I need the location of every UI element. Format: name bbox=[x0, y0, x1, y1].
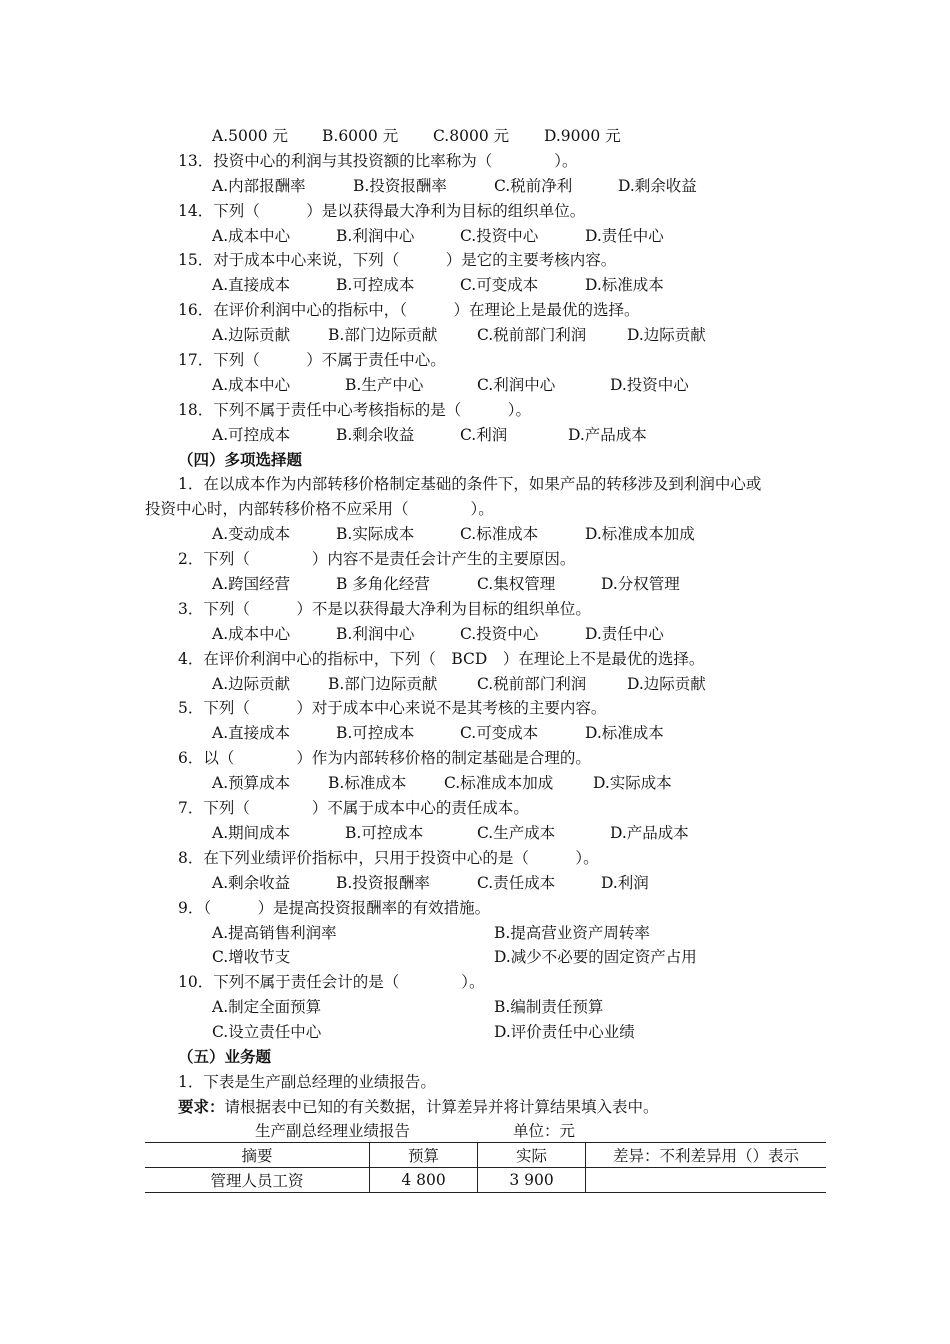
options-row bbox=[0, 995, 950, 1020]
options-row bbox=[0, 323, 950, 348]
table-header: 实际 bbox=[478, 1142, 586, 1167]
options-row bbox=[0, 771, 950, 796]
option: C.税前净利 bbox=[494, 176, 573, 195]
option: A.预算成本 bbox=[212, 774, 291, 793]
option: D.评价责任中心业绩 bbox=[494, 1023, 635, 1042]
option: B 多角化经营 bbox=[336, 575, 430, 594]
option: C.税前部门利润 bbox=[477, 674, 587, 693]
options-row bbox=[0, 945, 950, 970]
option: C.利润 bbox=[460, 425, 508, 444]
option: D.9000 元 bbox=[544, 127, 621, 145]
option: D.投资中心 bbox=[610, 375, 689, 394]
table-caption: 生产副总经理业绩报告 bbox=[255, 1121, 411, 1140]
question-stem: 10．下列不属于责任会计的是（ ）。 bbox=[178, 973, 485, 992]
options-row bbox=[0, 124, 950, 149]
table-caption-row bbox=[0, 1120, 950, 1142]
option: A.内部报酬率 bbox=[212, 176, 306, 195]
table-unit: 单位：元 bbox=[513, 1121, 576, 1140]
table-cell: 管理人员工资 bbox=[145, 1167, 370, 1192]
option: C.投资中心 bbox=[460, 624, 539, 643]
option: C.标准成本加成 bbox=[444, 774, 554, 793]
option: D.产品成本 bbox=[610, 823, 689, 842]
option: B.投资报酬率 bbox=[336, 873, 430, 892]
option: D.责任中心 bbox=[585, 226, 664, 245]
option: B.6000 元 bbox=[322, 127, 399, 145]
option: A.跨国经营 bbox=[212, 575, 291, 594]
option: D.边际贡献 bbox=[627, 674, 706, 693]
option: A.边际贡献 bbox=[212, 674, 291, 693]
requirement-label: 要求： bbox=[178, 1096, 225, 1116]
table-header: 差异：不利差异用（）表示 bbox=[586, 1142, 827, 1167]
option: B.实际成本 bbox=[336, 525, 415, 544]
table-header: 摘要 bbox=[145, 1142, 370, 1167]
question-stem: 15．对于成本中心来说，下列（ ）是它的主要考核内容。 bbox=[178, 251, 617, 270]
option: C.责任成本 bbox=[477, 873, 556, 892]
question-stem: 4．在评价利润中心的指标中，下列（ BCD ）在理论上不是最优的选择。 bbox=[178, 649, 705, 668]
option: B.利润中心 bbox=[336, 226, 415, 245]
question-stem-continued: 投资中心时，内部转移价格不应采用（ ）。 bbox=[145, 500, 494, 519]
options-row bbox=[0, 721, 950, 746]
option: A.直接成本 bbox=[212, 276, 291, 295]
option: A.直接成本 bbox=[212, 724, 291, 743]
question-stem: 9．（ ）是提高投资报酬率的有效措施。 bbox=[178, 898, 491, 917]
option: B.部门边际贡献 bbox=[328, 674, 438, 693]
option: A.边际贡献 bbox=[212, 326, 291, 345]
option: B.剩余收益 bbox=[336, 425, 415, 444]
table-row bbox=[145, 1167, 826, 1192]
option: A.剩余收益 bbox=[212, 873, 291, 892]
option: B.可控成本 bbox=[336, 276, 415, 295]
option: B.编制责任预算 bbox=[494, 998, 604, 1017]
option: A.成本中心 bbox=[212, 375, 291, 394]
option: D.标准成本 bbox=[585, 724, 664, 743]
option: A.变动成本 bbox=[212, 525, 291, 544]
table-cell bbox=[586, 1167, 827, 1192]
question-stem: 1．在以成本作为内部转移价格制定基础的条件下，如果产品的转移涉及到利润中心或 bbox=[178, 475, 762, 494]
question-stem: 16．在评价利润中心的指标中，（ ）在理论上是最优的选择。 bbox=[178, 301, 640, 320]
options-row bbox=[0, 174, 950, 199]
option: D.剩余收益 bbox=[618, 176, 697, 195]
option: A.成本中心 bbox=[212, 226, 291, 245]
option: A.提高销售利润率 bbox=[212, 923, 337, 942]
table-header-row bbox=[145, 1142, 826, 1167]
options-row bbox=[0, 921, 950, 946]
options-row bbox=[0, 672, 950, 697]
options-row bbox=[0, 423, 950, 448]
options-row bbox=[0, 224, 950, 249]
option: A.期间成本 bbox=[212, 823, 291, 842]
options-row bbox=[0, 821, 950, 846]
option: B.标准成本 bbox=[328, 774, 407, 793]
option: C.增收节支 bbox=[212, 948, 291, 967]
options-row bbox=[0, 871, 950, 896]
question-stem: 18．下列不属于责任中心考核指标的是（ ）。 bbox=[178, 400, 531, 419]
table-cell: 4 800 bbox=[370, 1167, 478, 1192]
option: A.5000 元 bbox=[212, 127, 288, 145]
option: C.标准成本 bbox=[460, 525, 539, 544]
options-row bbox=[0, 273, 950, 298]
question-stem: 1．下表是生产副总经理的业绩报告。 bbox=[178, 1072, 436, 1091]
option: C.生产成本 bbox=[477, 823, 556, 842]
question-stem: 7．下列（ ）不属于成本中心的责任成本。 bbox=[178, 799, 529, 818]
option: A.成本中心 bbox=[212, 624, 291, 643]
option: B.投资报酬率 bbox=[353, 176, 447, 195]
option: A.可控成本 bbox=[212, 425, 291, 444]
requirement bbox=[0, 1095, 950, 1120]
options-row bbox=[0, 572, 950, 597]
option: B.部门边际贡献 bbox=[328, 326, 438, 345]
question-stem: 17．下列（ ）不属于责任中心。 bbox=[178, 351, 446, 370]
option: C.可变成本 bbox=[460, 724, 539, 743]
question-stem: 5．下列（ ）对于成本中心来说不是其考核的主要内容。 bbox=[178, 699, 607, 718]
section-heading: （五）业务题 bbox=[178, 1046, 272, 1066]
option: C.可变成本 bbox=[460, 276, 539, 295]
option: C.利润中心 bbox=[477, 375, 556, 394]
option: C.设立责任中心 bbox=[212, 1023, 322, 1042]
options-row bbox=[0, 373, 950, 398]
question-stem: 13．投资中心的利润与其投资额的比率称为（ ）。 bbox=[178, 151, 578, 170]
options-row bbox=[0, 522, 950, 547]
option: B.可控成本 bbox=[336, 724, 415, 743]
option: C.8000 元 bbox=[433, 127, 510, 145]
option: D.实际成本 bbox=[593, 774, 672, 793]
option: D.标准成本加成 bbox=[585, 525, 695, 544]
document-page bbox=[0, 124, 950, 1190]
requirement-text: 请根据表中已知的有关数据，计算差异并将计算结果填入表中。 bbox=[224, 1097, 659, 1116]
option: D.分权管理 bbox=[601, 575, 680, 594]
option: D.产品成本 bbox=[568, 425, 647, 444]
option: B.提高营业资产周转率 bbox=[494, 923, 650, 942]
question-stem: 14．下列（ ）是以获得最大净利为目标的组织单位。 bbox=[178, 201, 586, 220]
table-header: 预算 bbox=[370, 1142, 478, 1167]
option: A.制定全面预算 bbox=[212, 998, 322, 1017]
option: C.投资中心 bbox=[460, 226, 539, 245]
section-heading: （四）多项选择题 bbox=[178, 449, 303, 469]
question-stem: 6．以（ ）作为内部转移价格的制定基础是合理的。 bbox=[178, 749, 591, 768]
option: C.税前部门利润 bbox=[477, 326, 587, 345]
option: B.生产中心 bbox=[345, 375, 424, 394]
option: B.利润中心 bbox=[336, 624, 415, 643]
question-stem: 3．下列（ ）不是以获得最大净利为目标的组织单位。 bbox=[178, 599, 591, 618]
performance-report-table bbox=[145, 1142, 826, 1193]
option: D.责任中心 bbox=[585, 624, 664, 643]
options-row bbox=[0, 622, 950, 647]
option: D.利润 bbox=[601, 873, 649, 892]
table-cell: 3 900 bbox=[478, 1167, 586, 1192]
question-stem: 8．在下列业绩评价指标中，只用于投资中心的是（ ）。 bbox=[178, 848, 599, 867]
option: C.集权管理 bbox=[477, 575, 556, 594]
option: B.可控成本 bbox=[345, 823, 424, 842]
options-row bbox=[0, 1020, 950, 1045]
question-stem: 2．下列（ ）内容不是责任会计产生的主要原因。 bbox=[178, 550, 576, 569]
option: D.减少不必要的固定资产占用 bbox=[494, 948, 697, 967]
option: D.标准成本 bbox=[585, 276, 664, 295]
option: D.边际贡献 bbox=[627, 326, 706, 345]
